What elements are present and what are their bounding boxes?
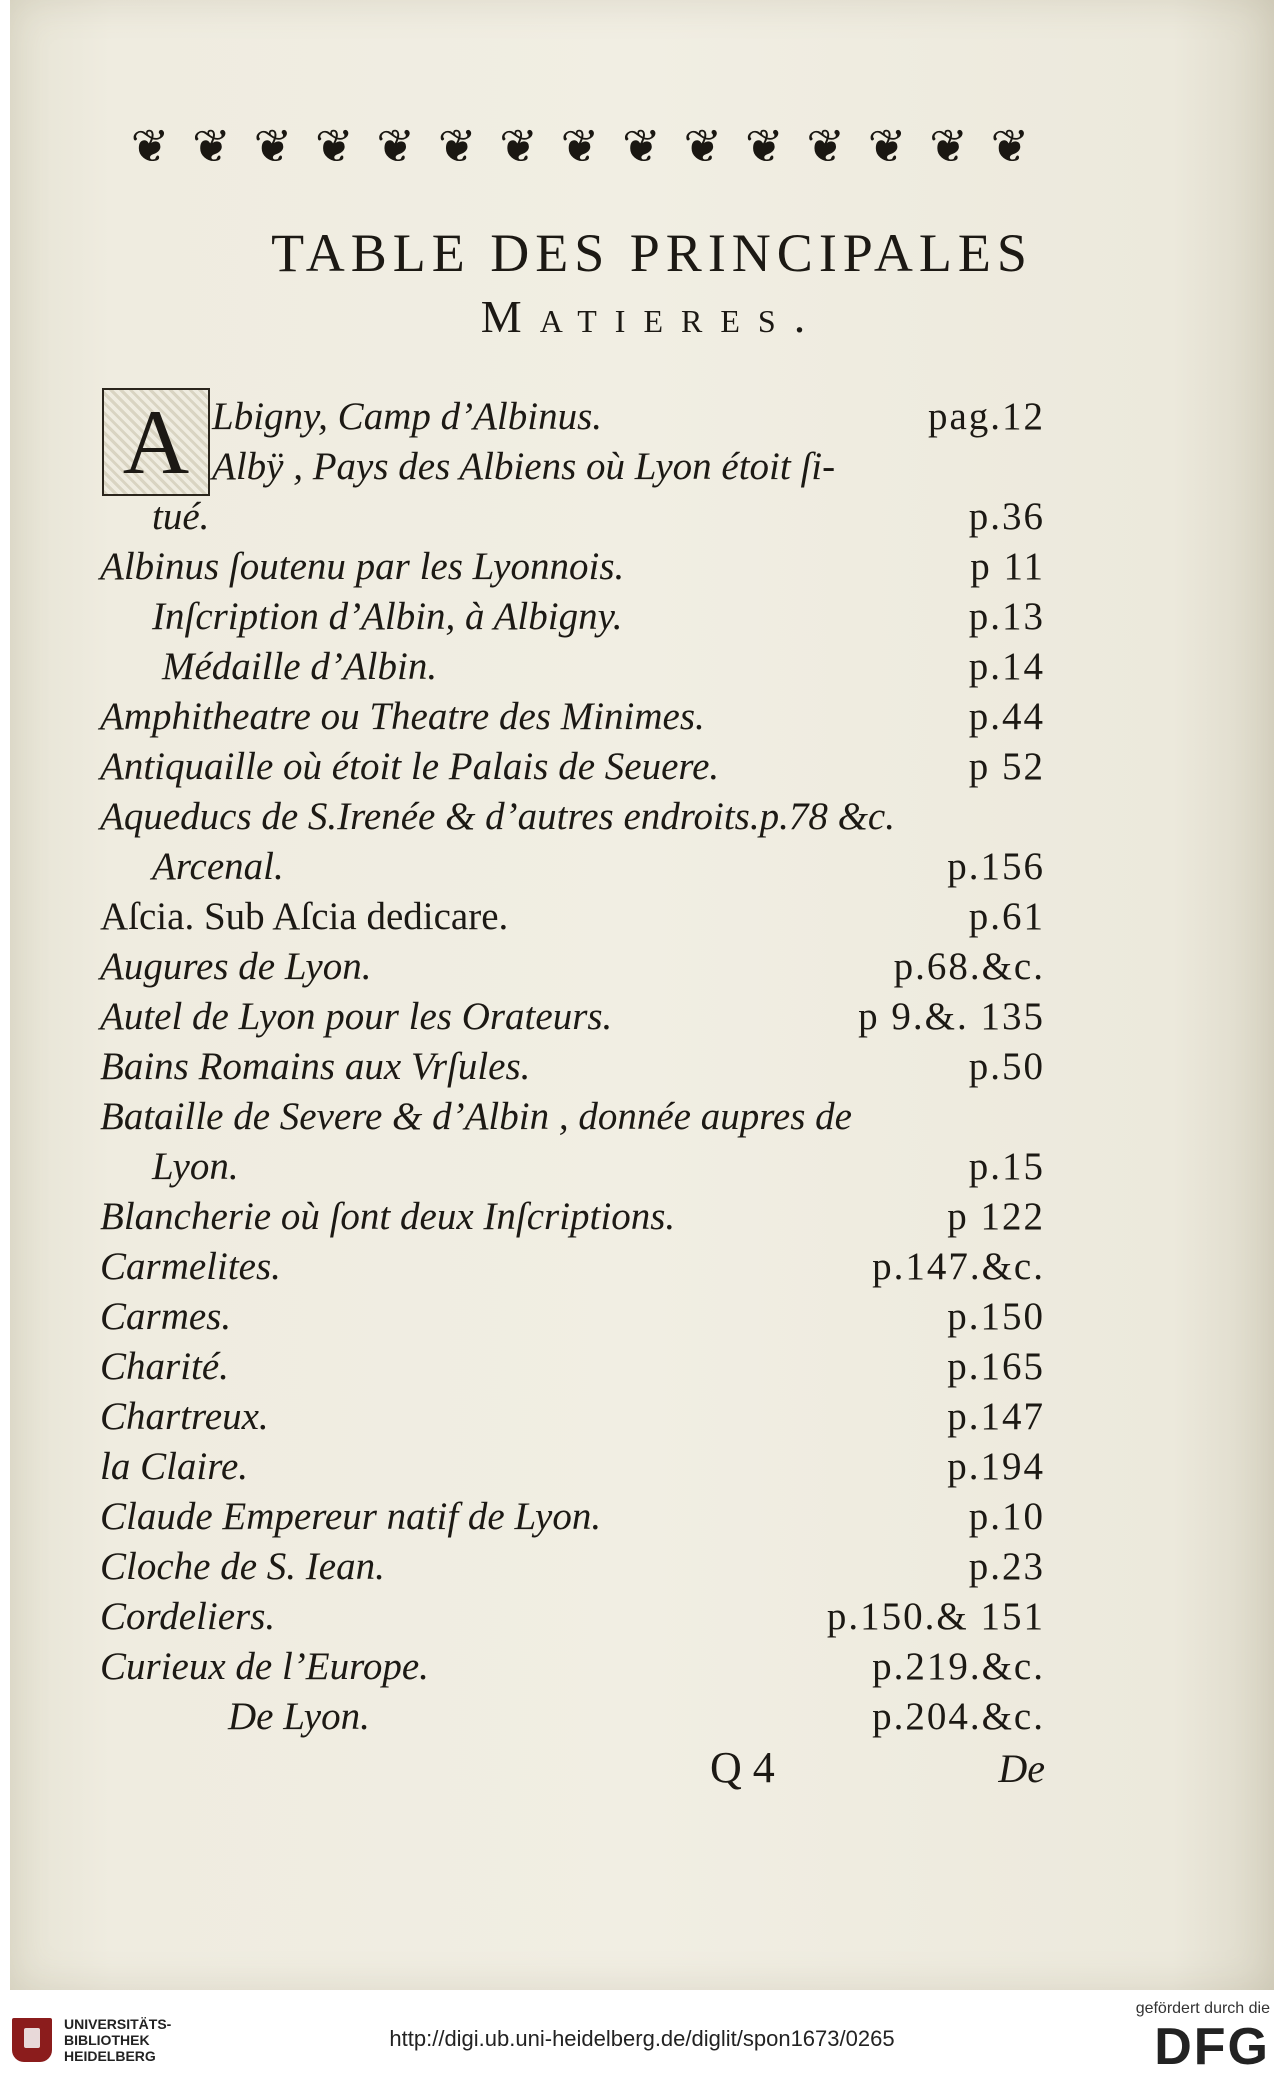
fleuron-icon: ❦ bbox=[560, 119, 600, 173]
entry-text: Arcenal. bbox=[152, 845, 284, 888]
entry-text: Cloche de S. Iean. bbox=[100, 1545, 385, 1588]
index-entry bbox=[100, 594, 1045, 644]
index-entry bbox=[100, 1394, 1045, 1444]
index-entry bbox=[100, 1544, 1045, 1594]
catchword: De bbox=[998, 1746, 1045, 1791]
index-entry bbox=[100, 744, 1045, 794]
entry-page-ref: p 52 bbox=[968, 745, 1045, 788]
index-entry bbox=[100, 544, 1045, 594]
index-entry bbox=[100, 794, 1045, 844]
fleuron-icon: ❦ bbox=[683, 119, 723, 173]
fleuron-ornament-band bbox=[120, 116, 1040, 176]
index-entry bbox=[100, 644, 1045, 694]
entry-text: Chartreux. bbox=[100, 1395, 269, 1438]
index-entry bbox=[100, 1044, 1045, 1094]
page-title: TABLE DES PRINCIPALES bbox=[271, 223, 1033, 283]
index-entry bbox=[100, 844, 1045, 894]
entry-text: Antiquaille où étoit le Palais de Seuere. bbox=[100, 745, 720, 788]
entry-text: Carmes. bbox=[100, 1295, 232, 1338]
entry-text: Albinus ſoutenu par les Lyonnois. bbox=[100, 545, 625, 588]
index-entry bbox=[100, 1094, 1045, 1144]
index-entry bbox=[100, 494, 1045, 544]
permalink-url[interactable]: http://digi.ub.uni-heidelberg.de/diglit/spon1673/0265 bbox=[389, 2026, 895, 2051]
entry-text: De Lyon. bbox=[228, 1695, 370, 1738]
entry-page-ref: p.156 bbox=[947, 845, 1045, 888]
entry-page-ref: p 11 bbox=[970, 545, 1045, 588]
entry-text: Autel de Lyon pour les Orateurs. bbox=[100, 995, 613, 1038]
fleuron-icon: ❦ bbox=[867, 119, 907, 173]
entry-text: Médaille d’Albin. bbox=[162, 645, 438, 688]
index-entry bbox=[100, 1194, 1045, 1244]
entry-page-ref: p.15 bbox=[968, 1145, 1045, 1188]
entry-text: Lyon. bbox=[152, 1145, 239, 1188]
entry-text: Blancherie où ſont deux Inſcriptions. bbox=[100, 1195, 676, 1238]
entry-text: Aqueducs de S.Irenée & d’autres endroits.p.78 &c. bbox=[100, 795, 895, 838]
scanned-page bbox=[10, 0, 1274, 1990]
entry-page-ref: p.68.&c. bbox=[893, 945, 1045, 988]
entry-text: Bataille de Severe & d’Albin , donnée aupres de bbox=[100, 1095, 852, 1138]
entry-page-ref: p.147.&c. bbox=[872, 1245, 1045, 1288]
index-entry bbox=[100, 1694, 1045, 1744]
index-entry bbox=[100, 944, 1045, 994]
index-entry bbox=[100, 394, 1045, 444]
fleuron-icon: ❦ bbox=[437, 119, 477, 173]
entry-page-ref: p.23 bbox=[968, 1545, 1045, 1588]
index-entry bbox=[100, 994, 1045, 1044]
digitization-bar bbox=[0, 1996, 1284, 2090]
entry-text: Claude Empereur natif de Lyon. bbox=[100, 1495, 602, 1538]
entry-text: Charité. bbox=[100, 1345, 229, 1388]
fleuron-icon: ❦ bbox=[990, 119, 1030, 173]
entry-text: Inſcription d’Albin, à Albigny. bbox=[152, 595, 623, 638]
entry-text: Bains Romains aux Vrſules. bbox=[100, 1045, 531, 1088]
fleuron-icon: ❦ bbox=[253, 119, 293, 173]
entry-text: Aſcia. Sub Aſcia dedicare. bbox=[100, 895, 509, 938]
entry-text: Albÿ , Pays des Albiens où Lyon étoit ſi- bbox=[212, 445, 836, 488]
fleuron-icon: ❦ bbox=[622, 119, 661, 173]
index-entry bbox=[100, 444, 1045, 494]
fleuron-icon: ❦ bbox=[806, 119, 845, 173]
entry-page-ref: p.14 bbox=[968, 645, 1045, 688]
entry-text: Augures de Lyon. bbox=[100, 945, 372, 988]
entry-text: Curieux de l’Europe. bbox=[100, 1645, 429, 1688]
entry-page-ref: p.147 bbox=[947, 1395, 1045, 1438]
library-name: UNIVERSITÄTS- BIBLIOTHEK HEIDELBERG bbox=[64, 2016, 172, 2064]
decorated-initial: A bbox=[102, 388, 210, 496]
fleuron-icon: ❦ bbox=[376, 119, 415, 173]
entry-page-ref: p.219.&c. bbox=[872, 1645, 1045, 1688]
page-subtitle: Matieres. bbox=[480, 291, 824, 342]
entry-page-ref: p.50 bbox=[968, 1045, 1045, 1088]
fleuron-icon: ❦ bbox=[499, 119, 538, 173]
signature-mark: Q 4 bbox=[710, 1743, 775, 1792]
entry-page-ref: p 9.&. 135 bbox=[858, 995, 1045, 1038]
entry-page-ref: p.61 bbox=[968, 895, 1045, 938]
fleuron-icon: ❦ bbox=[130, 119, 170, 173]
entry-text: Cordeliers. bbox=[100, 1595, 276, 1638]
entry-text: Lbigny, Camp d’Albinus. bbox=[212, 395, 603, 438]
fleuron-icon: ❦ bbox=[744, 119, 784, 173]
index-entry bbox=[100, 894, 1045, 944]
index-entry bbox=[100, 1494, 1045, 1544]
entry-page-ref: p.165 bbox=[947, 1345, 1045, 1388]
index-entry bbox=[100, 1244, 1045, 1294]
entry-page-ref: p.36 bbox=[968, 495, 1045, 538]
entry-page-ref: p 122 bbox=[947, 1195, 1045, 1238]
index-entries bbox=[100, 394, 1045, 1744]
index-entry bbox=[100, 1444, 1045, 1494]
entry-page-ref: p.10 bbox=[968, 1495, 1045, 1538]
entry-text: Amphitheatre ou Theatre des Minimes. bbox=[100, 695, 705, 738]
entry-page-ref: p.194 bbox=[947, 1445, 1045, 1488]
entry-text: la Claire. bbox=[100, 1445, 249, 1488]
funder-caption: gefördert durch die bbox=[1135, 2000, 1270, 2017]
fleuron-icon: ❦ bbox=[929, 119, 968, 173]
entry-page-ref: p.44 bbox=[968, 695, 1045, 738]
index-entry bbox=[100, 1594, 1045, 1644]
entry-page-ref: p.150.& 151 bbox=[826, 1595, 1045, 1638]
index-entry bbox=[100, 1644, 1045, 1694]
entry-page-ref: p.150 bbox=[947, 1295, 1045, 1338]
dfg-logo-text: DFG bbox=[1154, 2018, 1270, 2076]
entry-page-ref: p.204.&c. bbox=[872, 1695, 1045, 1738]
entry-page-ref: pag.12 bbox=[927, 395, 1045, 438]
index-entry bbox=[100, 1294, 1045, 1344]
index-entry bbox=[100, 1144, 1045, 1194]
entry-page-ref: p.13 bbox=[968, 595, 1045, 638]
index-entry bbox=[100, 1344, 1045, 1394]
entry-text: tué. bbox=[152, 495, 210, 538]
fleuron-icon: ❦ bbox=[192, 119, 231, 173]
fleuron-icon: ❦ bbox=[314, 119, 354, 173]
page-footer bbox=[100, 1742, 1045, 1793]
entry-text: Carmelites. bbox=[100, 1245, 281, 1288]
index-entry bbox=[100, 694, 1045, 744]
funder-logo[interactable] bbox=[1136, 2000, 1270, 2076]
